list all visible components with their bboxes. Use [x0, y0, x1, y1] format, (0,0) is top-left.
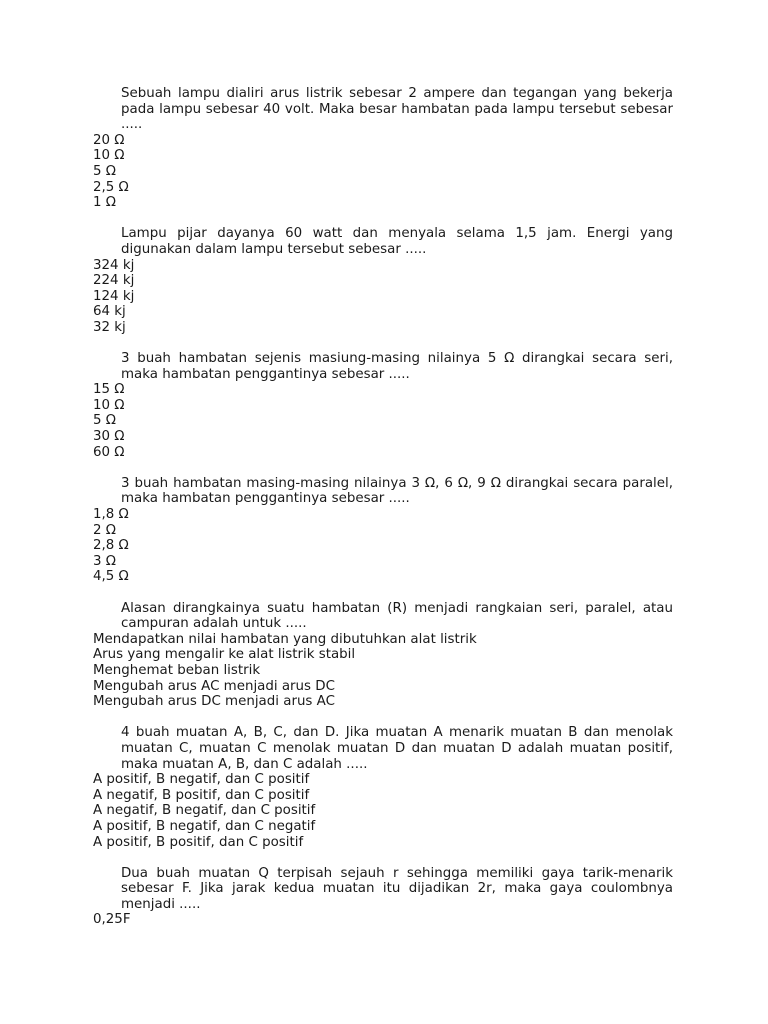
answer-option: A positif, B positif, dan C positif: [93, 834, 304, 850]
answer-options: [93, 133, 673, 211]
answer-option: 2 Ω: [93, 522, 117, 538]
question-5: [93, 601, 673, 710]
answer-options: [93, 632, 673, 710]
answer-option: 324 kj: [93, 257, 135, 273]
answer-options: [93, 258, 673, 336]
answer-option: A positif, B negatif, dan C negatif: [93, 818, 316, 834]
answer-option: 1,8 Ω: [93, 507, 129, 523]
answer-option: 5 Ω: [93, 163, 117, 179]
answer-option: Mengubah arus AC menjadi arus DC: [93, 678, 335, 694]
answer-option: 2,5 Ω: [93, 179, 129, 195]
question-stem: 4 buah muatan A, B, C, dan D. Jika muatan A menarik muatan B dan menolak muatan C, muatan C menolak muatan D dan muatan D adalah muatan positif, maka muatan A, B, dan C adalah .....: [121, 725, 673, 772]
answer-options: [93, 772, 673, 850]
answer-option: 15 Ω: [93, 382, 125, 398]
answer-option: 10 Ω: [93, 148, 125, 164]
question-stem: Lampu pijar dayanya 60 watt dan menyala selama 1,5 jam. Energi yang digunakan dalam lampu tersebut sebesar .....: [121, 226, 673, 257]
answer-option: 5 Ω: [93, 413, 117, 429]
question-stem: Alasan dirangkainya suatu hambatan (R) menjadi rangkaian seri, paralel, atau campuran adalah untuk .....: [121, 600, 673, 632]
question-stem: 3 buah hambatan masing-masing nilainya 3 Ω, 6 Ω, 9 Ω dirangkai secara paralel, maka hambatan penggantinya sebesar .....: [121, 475, 673, 507]
answer-option: 30 Ω: [93, 429, 125, 445]
question-stem: Sebuah lampu dialiri arus listrik sebesar 2 ampere dan tegangan yang bekerja pada lampu sebesar 40 volt. Maka besar hambatan pada lampu tersebut sebesar .....: [121, 86, 673, 133]
question-stem: 3 buah hambatan sejenis masiung-masing nilainya 5 Ω dirangkai secara seri, maka hambatan penggantinya sebesar .....: [121, 351, 673, 382]
question-1: [93, 86, 673, 211]
answer-option: 1 Ω: [93, 195, 117, 211]
answer-option: Menghemat beban listrik: [93, 662, 261, 678]
answer-option: 3 Ω: [93, 553, 117, 569]
answer-option: 10 Ω: [93, 397, 125, 413]
answer-option: 20 Ω: [93, 132, 125, 148]
question-3: [93, 351, 673, 460]
answer-options: [93, 382, 673, 460]
answer-option: Mendapatkan nilai hambatan yang dibutuhkan alat listrik: [93, 631, 477, 647]
question-stem: Dua buah muatan Q terpisah sejauh r sehingga memiliki gaya tarik-menarik sebesar F. Jika jarak kedua muatan itu dijadikan 2r, maka gaya coulombnya menjadi .....: [121, 865, 673, 912]
answer-option: A positif, B negatif, dan C positif: [93, 772, 310, 788]
answer-options: [93, 507, 673, 585]
answer-option: A negatif, B positif, dan C positif: [93, 787, 310, 803]
question-7: [93, 866, 673, 928]
answer-option: 4,5 Ω: [93, 569, 129, 585]
answer-option: 224 kj: [93, 273, 135, 289]
answer-option: 0,25F: [93, 912, 131, 928]
answer-option: Arus yang mengalir ke alat listrik stabil: [93, 647, 356, 663]
answer-option: 32 kj: [93, 319, 126, 335]
answer-option: A negatif, B negatif, dan C positif: [93, 803, 316, 819]
question-4: [93, 476, 673, 585]
question-2: [93, 226, 673, 335]
answer-options: [93, 912, 673, 928]
answer-option: 64 kj: [93, 304, 126, 320]
question-6: [93, 725, 673, 850]
answer-option: 124 kj: [93, 288, 135, 304]
answer-option: 2,8 Ω: [93, 538, 129, 554]
answer-option: Mengubah arus DC menjadi arus AC: [93, 694, 335, 710]
answer-option: 60 Ω: [93, 444, 125, 460]
